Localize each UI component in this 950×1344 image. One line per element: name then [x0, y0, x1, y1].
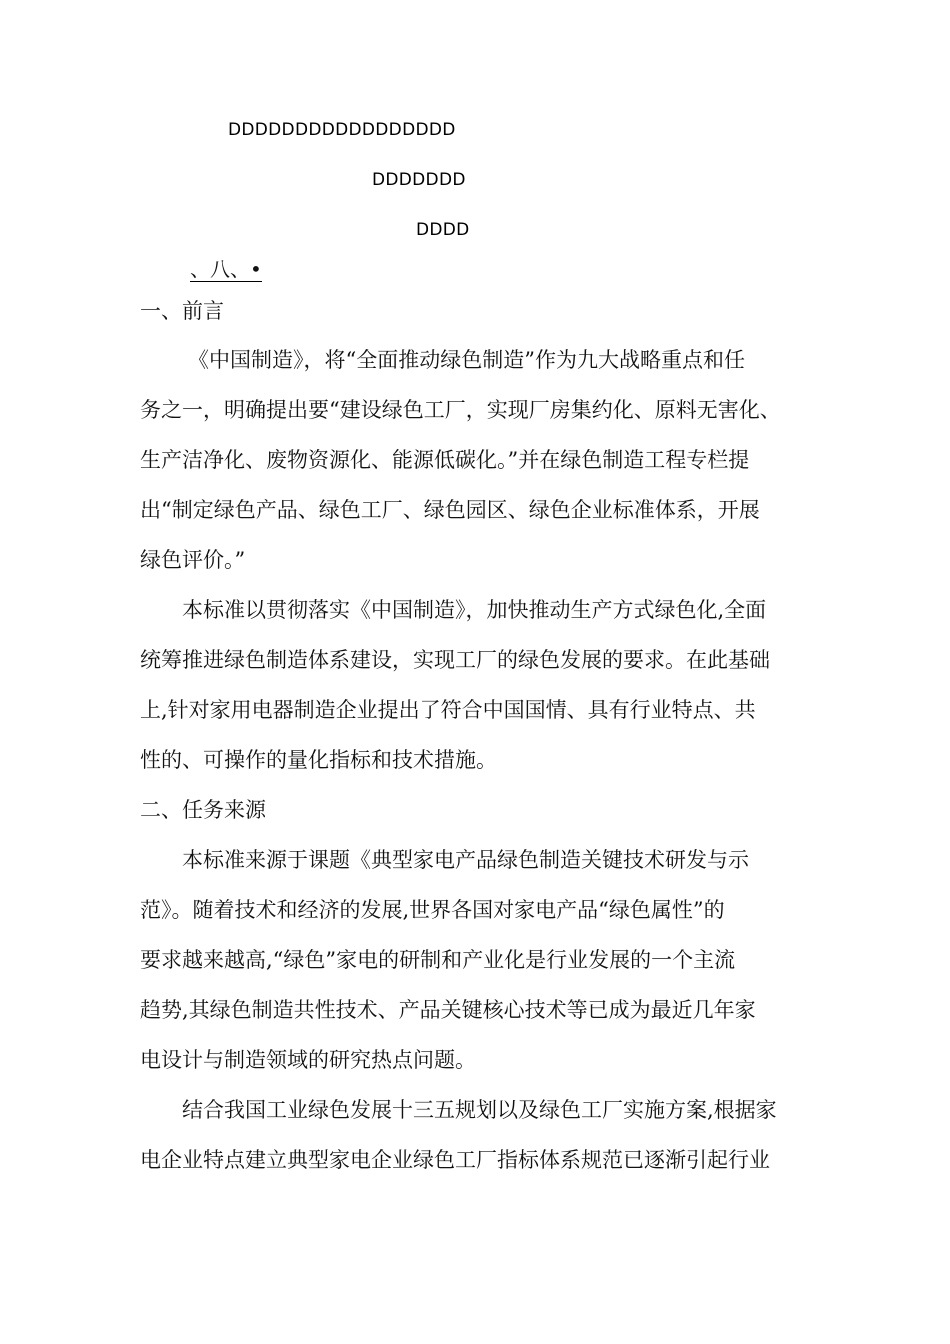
paragraph-line: 结合我国工业绿色发展十三五规划以及绿色工厂实施方案,根据家	[182, 1098, 777, 1122]
paragraph-line: 绿色评价。”	[140, 548, 246, 572]
paragraph-line: 上,针对家用电器制造企业提出了符合中国国情、具有行业特点、共	[140, 698, 756, 722]
paragraph-line: 本标准以贯彻落实《中国制造》，加快推动生产方式绿色化,全面	[182, 598, 767, 622]
paragraph-line: 本标准来源于课题《典型家电产品绿色制造关键技术研发与示	[182, 848, 749, 872]
toc-line-3: DDDD	[416, 220, 470, 240]
paragraph-line: 要求越来越高,“绿色”家电的研制和产业化是行业发展的一个主流	[140, 948, 736, 972]
paragraph-line: 务之一，明确提出要“建设绿色工厂，实现厂房集约化、原料无害化、	[140, 398, 781, 422]
paragraph-line: 生产洁净化、废物资源化、能源低碳化。”并在绿色制造工程专栏提	[140, 448, 750, 472]
paragraph-line: 《中国制造》，将“全面推动绿色制造”作为九大战略重点和任	[188, 348, 745, 372]
toc-line-1: DDDDDDDDDDDDDDDDD	[228, 120, 456, 140]
paragraph-line: 性的、可操作的量化指标和技术措施。	[140, 748, 497, 772]
section-heading-preface: 一、前言	[140, 299, 224, 323]
section-heading-task-source: 二、任务来源	[140, 798, 266, 822]
toc-mark: 、八、•	[190, 257, 262, 281]
paragraph-line: 电设计与制造领域的研究热点问题。	[140, 1048, 476, 1072]
paragraph-line: 趋势,其绿色制造共性技术、产品关键核心技术等已成为最近几年家	[140, 998, 756, 1022]
paragraph-line: 统筹推进绿色制造体系建设，实现工厂的绿色发展的要求。在此基础	[140, 648, 770, 672]
paragraph-line: 出“制定绿色产品、绿色工厂、绿色园区、绿色企业标准体系，开展	[140, 498, 760, 522]
toc-line-2: DDDDDDD	[372, 170, 466, 190]
paragraph-line: 电企业特点建立典型家电企业绿色工厂指标体系规范已逐渐引起行业	[140, 1148, 770, 1172]
paragraph-line: 范》。随着技术和经济的发展,世界各国对家电产品“绿色属性”的	[140, 898, 725, 922]
